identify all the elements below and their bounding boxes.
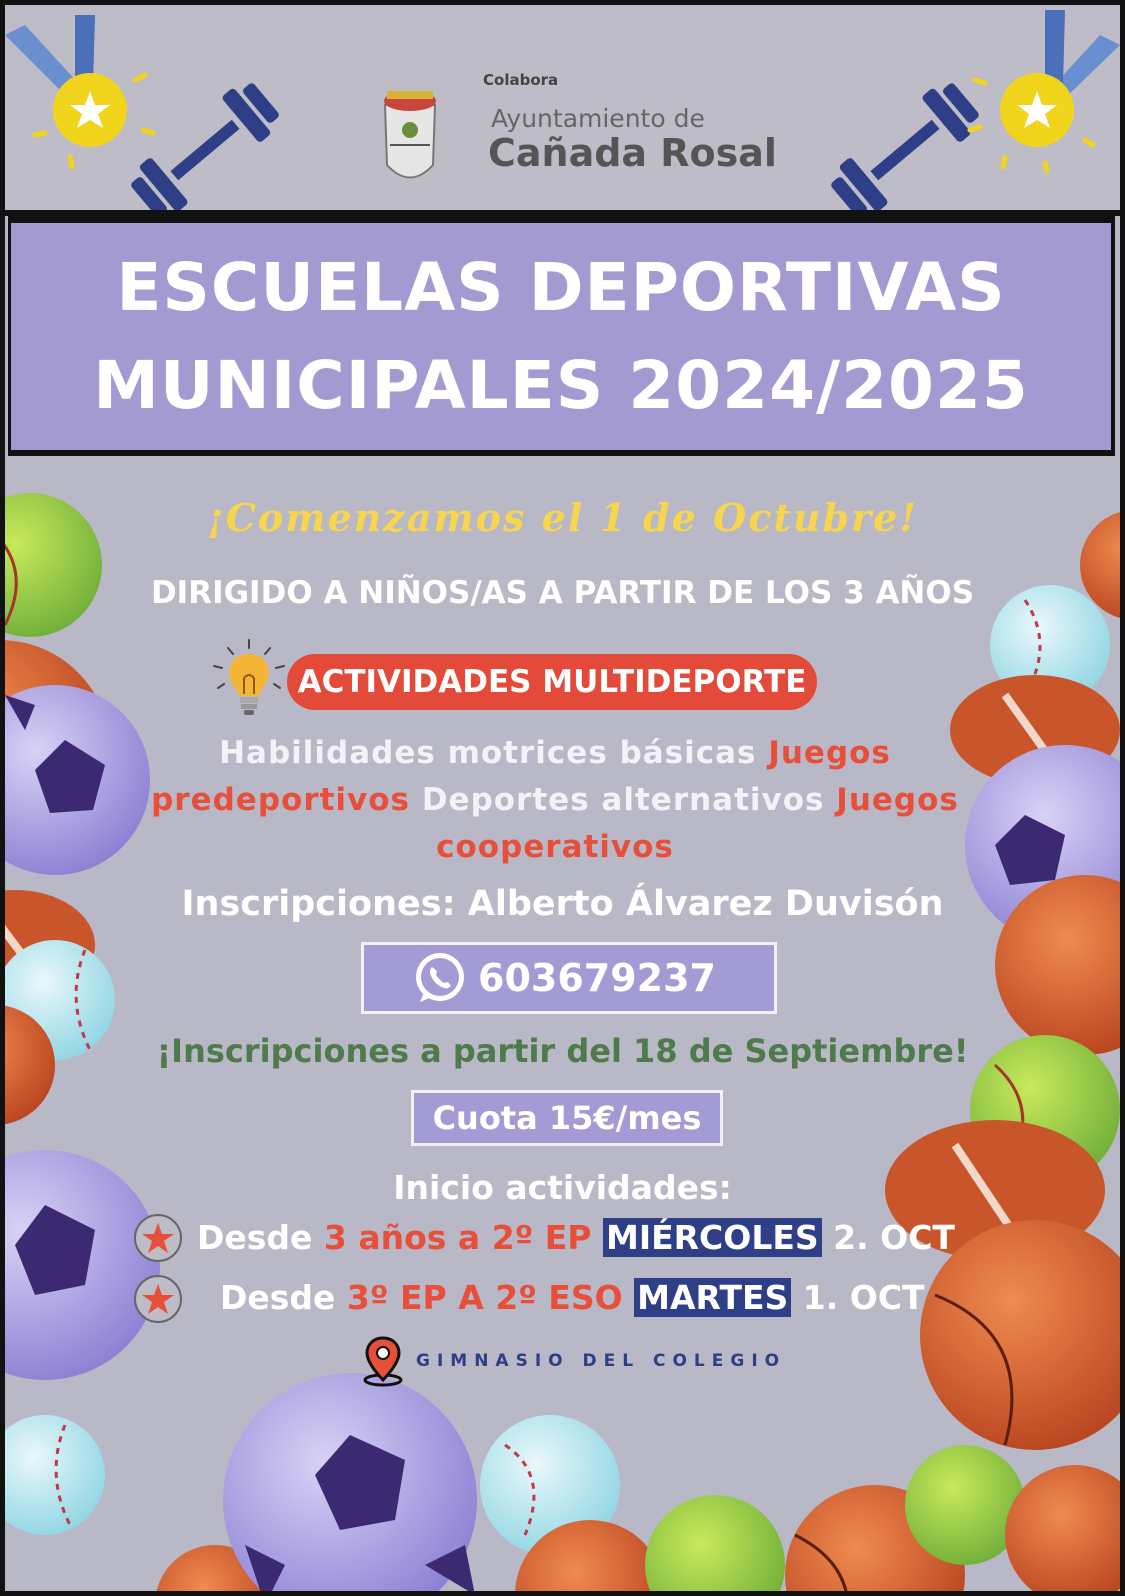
org-name-line2: Cañada Rosal bbox=[488, 131, 777, 175]
medal-icon bbox=[5, 15, 153, 167]
activity-item: Habilidades motrices básicas bbox=[219, 735, 757, 771]
phone-number[interactable]: 603679237 bbox=[478, 956, 716, 1000]
dumbbell-icon bbox=[124, 76, 285, 210]
fee-box: Cuota 15€/mes bbox=[411, 1090, 723, 1146]
colabora-label: Colabora bbox=[483, 71, 559, 89]
medal-icon bbox=[970, 10, 1120, 171]
schedule-row bbox=[220, 1278, 925, 1317]
municipal-crest-icon bbox=[384, 91, 436, 178]
schedule-date: 2. OCT bbox=[833, 1218, 955, 1257]
schedule-prefix: Desde bbox=[197, 1218, 313, 1257]
title-band bbox=[8, 216, 1115, 456]
schedule-day: MIÉRCOLES bbox=[603, 1218, 822, 1257]
audience-text: DIRIGIDO A NIÑOS/AS A PARTIR DE LOS 3 AÑOS bbox=[150, 575, 975, 611]
schedule-label: Inicio actividades: bbox=[393, 1168, 732, 1207]
schedule-range: 3º EP A 2º ESO bbox=[346, 1278, 623, 1317]
basketball-icon bbox=[1005, 1465, 1120, 1591]
start-announcement: ¡Comenzamos el 1 de Octubre! bbox=[206, 495, 919, 540]
schedule-prefix: Desde bbox=[220, 1278, 336, 1317]
activities-heading: ACTIVIDADES MULTIDEPORTE bbox=[287, 654, 817, 710]
org-name-line1: Ayuntamiento de bbox=[491, 104, 705, 133]
contact-name: Inscripciones: Alberto Álvarez Duvisón bbox=[181, 884, 944, 924]
phone-box[interactable] bbox=[361, 942, 777, 1014]
header bbox=[5, 5, 1120, 216]
soccer-ball-icon bbox=[223, 1373, 477, 1591]
schedule-day: MARTES bbox=[634, 1278, 791, 1317]
soccer-ball-icon bbox=[5, 685, 150, 875]
schedule-row bbox=[197, 1218, 955, 1257]
location-label: GIMNASIO DEL COLEGIO bbox=[416, 1351, 787, 1371]
activity-item: Juegos cooperativos bbox=[436, 782, 959, 865]
location-pin-icon bbox=[361, 1335, 405, 1387]
activity-item: Juegos predeportivos bbox=[151, 735, 891, 818]
registration-date: ¡Inscripciones a partir del 18 de Septiembre! bbox=[156, 1032, 969, 1070]
whatsapp-icon bbox=[412, 950, 468, 1006]
tennis-ball-icon bbox=[645, 1495, 785, 1591]
title-line-2: MUNICIPALES 2024/2025 bbox=[93, 346, 1029, 424]
schedule-date: 1. OCT bbox=[802, 1278, 925, 1317]
schedule-range: 3 años a 2º EP bbox=[323, 1218, 592, 1257]
lightbulb-icon bbox=[210, 638, 288, 718]
activities-list bbox=[145, 730, 965, 871]
baseball-icon bbox=[5, 1415, 105, 1535]
star-icon bbox=[134, 1214, 182, 1262]
title-line-1: ESCUELAS DEPORTIVAS bbox=[116, 248, 1006, 326]
activity-item: Deportes alternativos bbox=[421, 782, 825, 818]
star-icon bbox=[134, 1275, 182, 1323]
dumbbell-icon bbox=[824, 76, 985, 210]
